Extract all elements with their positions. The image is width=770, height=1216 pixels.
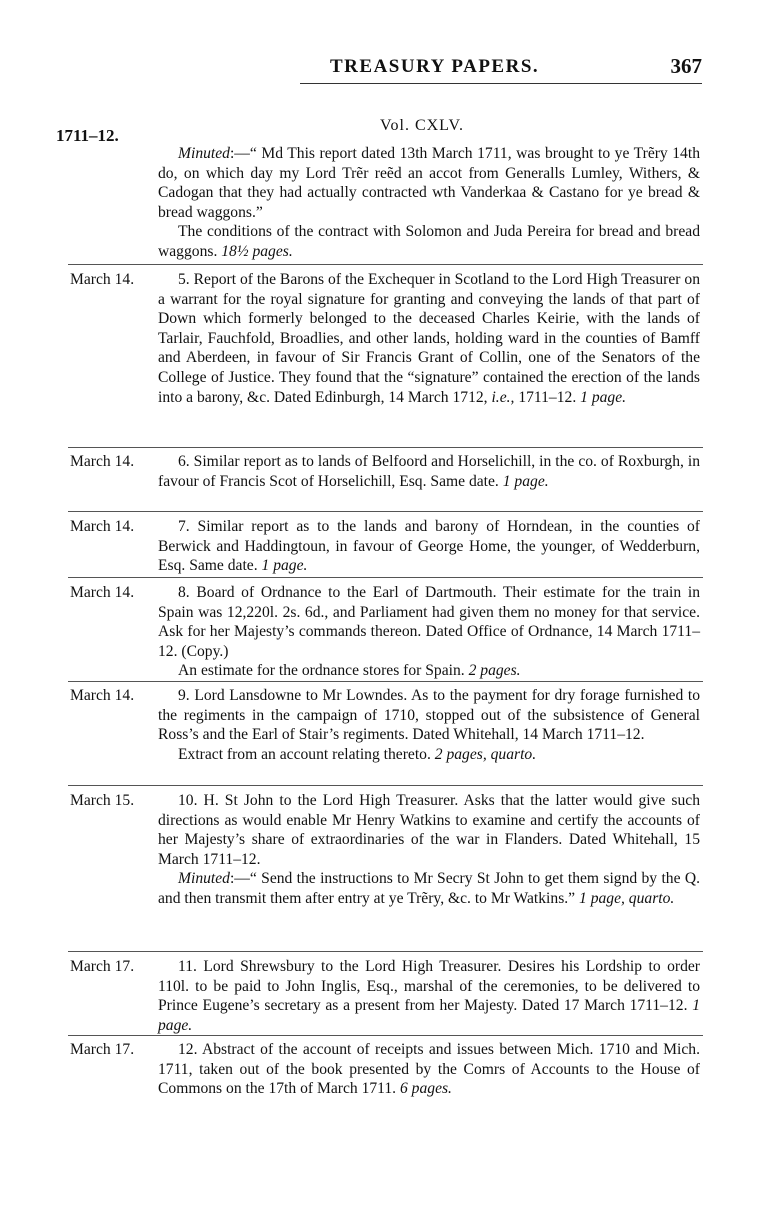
entry-sub — [158, 745, 700, 765]
entry-body: 8. Board of Ordnance to the Earl of Dartmouth. Their estimate for the train in Spain was 12,220l. 2s. 6d., and Parliament had given them no money for that service. Ask for her Majesty’s commands thereon. Dated Office of Ordnance, 14 March 1711–12. (Copy.) — [158, 584, 700, 660]
intro-block — [158, 144, 700, 262]
entry-body: 6. Similar report as to lands of Belfoord and Horselichill, in the co. of Roxburgh, in favour of Francis Scot of Horselichill, Esq. Same date. — [158, 453, 700, 490]
entry-divider — [68, 447, 703, 448]
entry — [158, 583, 700, 681]
minute-label: Minuted — [178, 870, 230, 888]
entry — [158, 452, 700, 491]
entry-body: 7. Similar report as to the lands and barony of Horndean, in the counties of Berwick and Haddingtoun, in favour of George Home, the younger, of Wedderburn, Esq. Same date. — [158, 518, 700, 575]
entry-tail: 1711–12. — [518, 388, 577, 406]
entry-pages: 1 page. — [502, 472, 549, 490]
entry-divider — [68, 951, 703, 952]
entry-pages: 6 pages. — [399, 1080, 452, 1098]
entry-pages: 1 page. — [580, 388, 627, 406]
minute-label: Minuted — [178, 145, 230, 162]
entry-date: March 17. — [70, 1041, 135, 1058]
entry-text — [158, 957, 700, 1035]
entry-pages: 1 page. — [261, 557, 308, 575]
entry-sub-text: Extract from an account relating thereto. — [178, 745, 431, 763]
entry-date: March 14. — [70, 518, 135, 535]
entry-text — [158, 452, 700, 491]
entry-text — [158, 270, 700, 407]
entry-body: 9. Lord Lansdowne to Mr Lowndes. As to the payment for dry forage furnished to the regiments in the campaign of 1710, stopped out of the subsistence of General Ross’s and the Earl of Stair’s regiments. Dated Whitehall, 14 March 1711–12. — [158, 687, 700, 744]
entry-divider — [68, 1035, 703, 1036]
entry-divider — [68, 577, 703, 578]
year-marker: 1711–12. — [56, 126, 119, 145]
entry-date: March 14. — [70, 271, 135, 288]
entry-minute — [158, 869, 700, 908]
entry-body: 11. Lord Shrewsbury to the Lord High Treasurer. Desires his Lordship to order 110l. to be paid to John Inglis, Esq., marshal of the ceremonies, to be delivered to Prince Eugene’s secretary as a present from her Majesty. Dated 17 March 1711–12. — [158, 958, 700, 1015]
conditions-text: The conditions of the contract with Solomon and Juda Pereira for bread and bread waggons. — [158, 223, 700, 260]
entry-text — [158, 1040, 700, 1099]
minute-text: :—“ Send the instructions to Mr Secry St John to get them signd by the Q. and then transmit them after entry at ye Trẽry, &c. to Mr Watkins.” — [158, 870, 700, 907]
entry-body: 10. H. St John to the Lord High Treasurer. Asks that the latter would give such directions as would enable Mr Henry Watkins to examine and certify the accounts of her Majesty’s share of extraordinaries of the war in Flanders. Dated Whitehall, 15 March 1711–12. — [158, 792, 700, 868]
entry-body: 5. Report of the Barons of the Exchequer in Scotland to the Lord High Treasurer on a warrant for the royal signature for granting and conveying the lands of that part of Down which formerly belonged to the deceased Charles Keirie, with the lands of Tarlair, Fauchfold, Broadlies, and other lands, holding ward in the counties of Bamff and Aberdeen, in favour of Sir Francis Grant of Collin, one of the Senators of the College of Justice. They found that the “signature” contained the erection of the lands into a barony, &c. Dated Edinburgh, 14 March 1712, — [158, 271, 700, 406]
minute-text: :—“ Md This report dated 13th March 1711, was brought to ye Trẽry 14th do, on which day my Lord Trẽr reẽd an accot from Generalls Lumley, Withers, & Cadogan that they had actually contracted wth Vanderkaa & Castano for ye bread & bread waggons.” — [158, 145, 700, 221]
entry-body: 12. Abstract of the account of receipts and issues between Mich. 1710 and Mich. 1711, taken out of the book presented by the Comrs of Accounts to the House of Commons on the 17th of March 1711. — [158, 1041, 700, 1098]
entry-text — [158, 517, 700, 576]
entry-text — [158, 686, 700, 745]
entry-divider — [68, 681, 703, 682]
entry — [158, 517, 700, 576]
intro-conditions — [158, 222, 700, 261]
entry-pages: 2 pages, quarto. — [434, 745, 537, 763]
header-rule — [300, 83, 702, 84]
entry-pages: 1 page. — [158, 997, 700, 1034]
entry-ie: i.e., — [491, 388, 515, 406]
entry-date: March 15. — [70, 792, 135, 809]
entry-sub-text: An estimate for the ordnance stores for Spain. — [178, 662, 465, 680]
entry-divider — [68, 785, 703, 786]
entry — [158, 270, 700, 407]
entry-date: March 14. — [70, 584, 135, 601]
page-number: 367 — [670, 54, 702, 78]
entry-text — [158, 791, 700, 869]
volume-heading: Vol. CXLV. — [380, 117, 464, 134]
entry — [158, 957, 700, 1035]
running-header — [300, 50, 702, 84]
entry-divider — [68, 264, 703, 265]
entry-text — [158, 583, 700, 661]
entry-date: March 14. — [70, 687, 135, 704]
intro-minute — [158, 144, 700, 222]
entry-divider — [68, 511, 703, 512]
entry — [158, 686, 700, 764]
entry-date: March 17. — [70, 958, 135, 975]
entry-pages: 2 pages. — [468, 662, 521, 680]
conditions-pages: 18½ pages. — [221, 242, 293, 260]
entry-date: March 14. — [70, 453, 135, 470]
entry-pages: 1 page, quarto. — [579, 889, 675, 907]
entry-sub — [158, 661, 700, 681]
entry — [158, 791, 700, 909]
header-title: TREASURY PAPERS. — [330, 56, 540, 77]
entry — [158, 1040, 700, 1099]
